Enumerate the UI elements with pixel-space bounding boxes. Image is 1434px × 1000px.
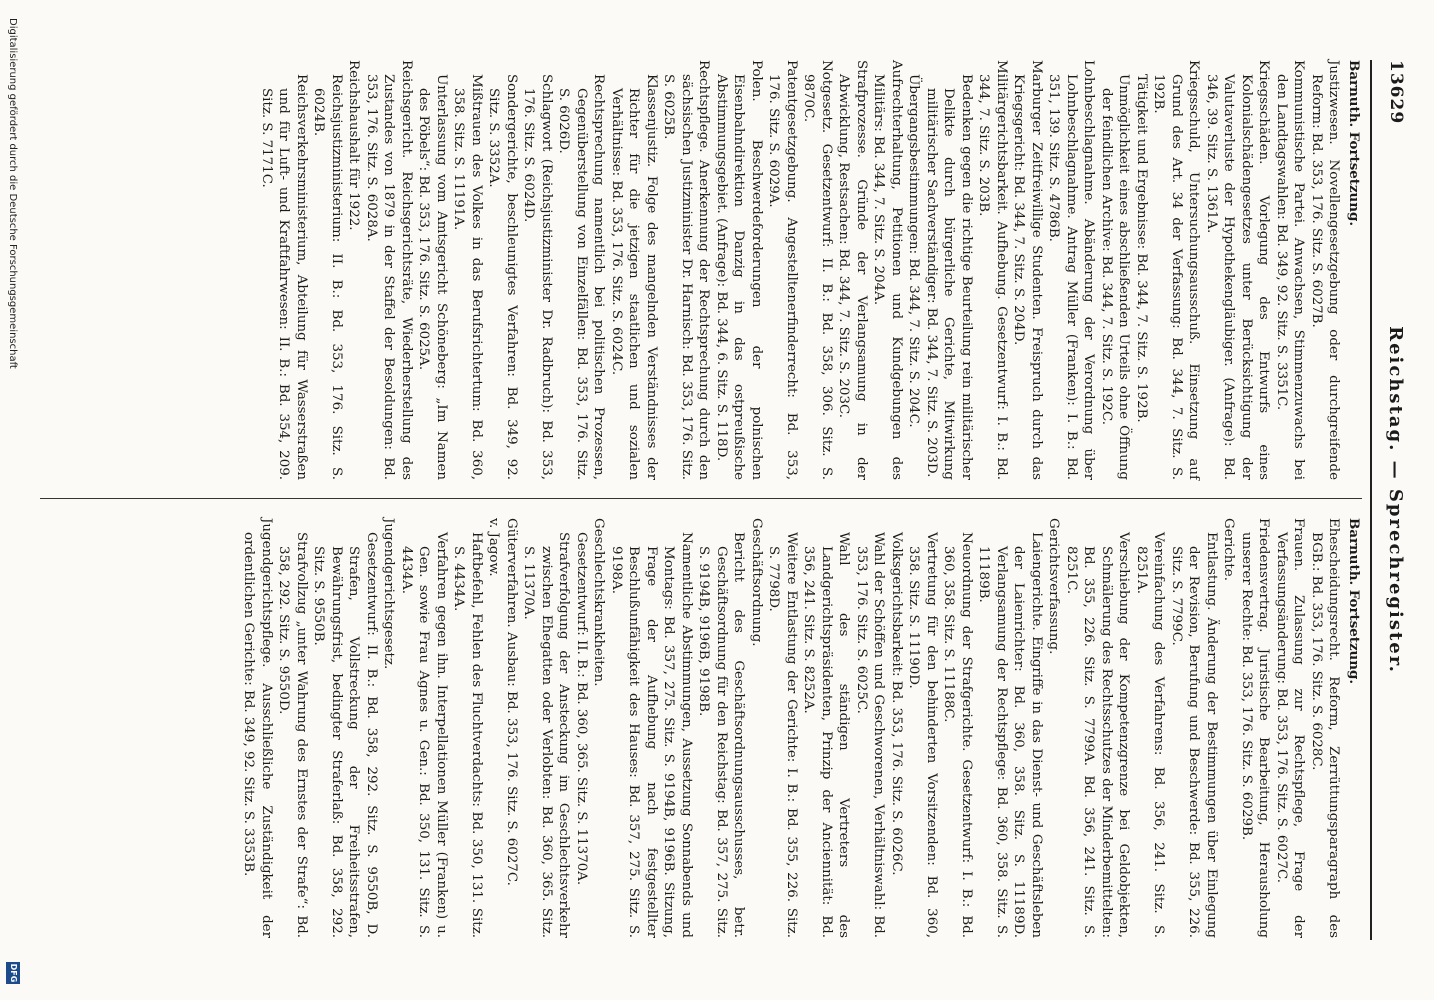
index-entry: Verfahren gegen ihn. Interpellationen Müller (Franken) u. Gen. sowie Frau Agnes u. Gen.: Bd. 350, 131. Sitz. S. 4434A. [399,532,449,938]
index-entry: Marburger Zeitfreiwillige Studenten. Freispruch durch das Kriegsgericht: Bd. 344, 7. Sitz. S. 204D. [1011,60,1044,480]
index-entry: Vertretung für den behinderten Vorsitzenden: Bd. 360, 358. Sitz. S. 11190D. [906,532,939,938]
digitization-credit: Digitalisierung gefördert durch die Deutsche Forschungsgemeinschaft [7,18,18,369]
column-divider [40,498,1362,499]
running-head: Reichstag. — Sprechregister. [1385,326,1406,674]
index-entry: Gerichte. [1221,518,1237,581]
index-entry: Kommunistische Partei. Anwachsen, Stimmenzuwachs bei den Landtagswahlen: Bd. 349, 92. Sitz. S. 3351C. [1274,60,1307,480]
index-entry: Strafprozesse. Gründe der Verlangsamung in der Abwicklung, Restsachen: Bd. 344, 7. Sitz. S. 203C. [836,60,869,480]
page-number: 13629 [1386,60,1406,125]
index-entry: Kriegsschuld, Untersuchungsausschuß. Einsetzung auf Grund des Art. 34 der Verfassung: Bd. 344, 7. Sitz. S. 192B. [1151,60,1202,480]
right-column-continuation: Barnuth. Fortsetzung. [1346,518,1362,685]
index-entry: Jugendgerichtspflege. Ausschließliche Zuständigkeit der ordentlichen Gerichte: Bd. 349, 92. Sitz. S. 3353B. [241,518,274,938]
left-column [258,60,1363,480]
index-entry: Lohnbeschlagnahme. Abänderung der Verordnung über Lohnbeschlagnahme. Antrag Müller (Franken): I. B.: Bd. 351, 139. Sitz. S. 4786B. [1046,60,1097,480]
index-entry: Bedenken gegen die richtige Beurteilung rein militärischer Delikte durch bürgerliche Gerichte, Mitwirkung militärischer Sachverständiger: Bd. 344, 7. Sitz. S. 203D. [924,74,974,480]
index-entry: Justizwesen. Novellengesetzgebung oder durchgreifende Reform: Bd. 353, 176. Sitz. S. 6027B. [1309,60,1342,480]
page-footer [0,0,24,1000]
index-entry: Schlagwort (Reichsjustizminister Dr. Radbruch): Bd. 353, 176. Sitz. S. 6024D. [521,74,554,480]
index-entry: Rechtspflege. Anerkennung der Rechtsprechung durch den sächsischen Justizminister Dr. Harnisch: Bd. 353, 176. Sitz. S. 6025B. [661,60,712,480]
index-entry: Tätigkeit und Ergebnisse: Bd. 344, 7. Sitz. S. 192B. [1134,74,1149,423]
index-entry: Geschäftsordnung. [749,518,764,647]
index-entry: Haftbefehl, Fehlen des Fluchtverdachts: Bd. 350, 131. Sitz. S. 4434A. [451,532,484,938]
index-entry: Wahl des ständigen Vertreters des Landgerichtspräsidenten, Prinzip der Anciennität: Bd. 356, 241. Sitz. S. 8252A. [801,532,852,938]
index-entry: Strafvollzug „unter Wahrung des Ernstes der Strafe“: Bd. 358, 292. Sitz. S. 9550D. [276,532,309,938]
index-entry: v. Jagow. [486,518,502,577]
index-entry: Gesetzentwurf: II. B.: Bd. 360, 365. Sitz. S. 11370A. [574,532,589,886]
index-entry: Entlastung. Änderung der Bestimmungen über Einlegung der Revision, Berufung und Beschwerde: Bd. 355, 226. Sitz. S. 7799C. [1169,532,1219,938]
index-entry: Patentgesetzgebung. Angestelltenerfinderrecht: Bd. 353, 176. Sitz. S. 6029A. [766,60,799,480]
right-column [240,518,1362,938]
index-entry: Reichsverkehrsministerium, Abteilung für Wasserstraßen und für Luft- und Kraftfahrwesen: II. B.: Bd. 354, 209. Sitz. S. 7171C. [259,74,309,480]
left-column-continuation: Barnuth. Fortsetzung. [1346,60,1362,227]
index-entry: Geschlechtskrankheiten. [591,518,607,687]
index-entry: Wahl der Schöffen und Geschworenen, Verhältniswahl: Bd. 353, 176. Sitz. S. 6025C. [854,532,887,938]
index-entry: Volksgerichtsbarkeit: Bd. 353, 176. Sitz. S. 6026C. [889,532,904,876]
index-entry: Mißtrauen des Volkes in das Berufsrichtertum: Bd. 360, 358. Sitz. S. 11191A. [451,74,484,480]
index-entry: Gerichtsverfassung. [1046,518,1062,655]
index-entry: Übergangsbestimmungen: Bd. 344, 7. Sitz. S. 204C. [906,74,922,428]
index-entry: Bericht des Geschäftsordnungsausschusses, betr. Geschäftsordnung für den Reichstag: Bd. 357, 275. Sitz. S. 9194B, 9196B, 9198B. [696,532,747,938]
index-entry: Vereinfachung des Verfahrens: Bd. 356, 241. Sitz. S. 8251A. [1134,532,1167,938]
index-entry: Laiengerichte. Eingriffe in das Dienst- und Geschäftsleben der Laienrichter: Bd. 360, 358. Sitz. S. 11189D. Verlangsamung der Rechtspflege: Bd. 360, 358. Sitz. S. 11189B. [976,532,1044,938]
index-entry: Militärgerichtsbarkeit. Aufhebung. Gesetzentwurf: I. B.: Bd. 344, 7. Sitz. S. 203B. [976,60,1009,480]
index-entry: Ehescheidungsrecht. Reform, Zerrüttungsparagraph des BGB.: Bd. 353, 176. Sitz. S. 6028C. [1309,518,1342,938]
index-entry: Aufrechterhaltung, Petitionen und Kundgebungen des Militärs: Bd. 344, 7. Sitz. S. 204A. [871,60,904,480]
index-entry: Jugendgerichtsgesetz. [381,518,397,670]
index-entry: Namentliche Abstimmungen, Aussetzung Sonnabends und Montags: Bd. 357, 275. Sitz. S. 9194B, 9196B. Sitzung, Frage der Aufhebung nach festgestellter Beschlußunfähigkeit des Hauses: Bd. 357, 275. Sitz. S. 9198A. [609,532,694,938]
index-entry: Gesetzentwurf: II. B.: Bd. 358, 292. Sitz. S. 9550B, D. Strafen, Vollstreckung der Freiheitsstrafen, Bewährungsfrist, bedingter Straferlaß: Bd. 358, 292. Sitz. S. 9550B. [311,532,379,938]
index-entry: Unterlassung vom Amtsgericht Schöneberg: „Im Namen des Pöbels“: Bd. 353, 176. Sitz. S. 6025A. [416,74,449,480]
index-entry: Neuordnung der Strafgerichte. Gesetzentwurf: I. B.: Bd. 360, 358. Sitz. S. 11188C. [941,532,974,938]
index-entry: Güterverfahren. Ausbau: Bd. 353, 176. Sitz. S. 6027C. [504,518,519,886]
page-header [1370,60,1412,940]
index-entry: Strafverfolgung der Ansteckung im Geschlechtsverkehr zwischen Ehegatten oder Verlobten: Bd. 360, 365. Sitz. S. 11370A. [521,532,572,938]
index-entry: Sondergerichte, beschleunigtes Verfahren: Bd. 349, 92. Sitz. S. 3352A. [486,74,519,480]
index-entry: Notgesetz. Gesetzentwurf: II. B.: Bd. 358, 306. Sitz. S. 9870C. [801,60,834,480]
index-entry: Reichsgericht. Reichsgerichtsräte, Wiederherstellung des Zustandes von 1879 in der Staffel der Besoldungen: Bd. 353, 176. Sitz. S. 6028A. [364,60,414,480]
index-entry: Weitere Entlastung der Gerichte: I. B.: Bd. 355, 226. Sitz. S. 7798D. [766,532,799,938]
index-entry: Rechtsprechung namentlich bei politischen Prozessen, Gegenüberstellung von Einzelfällen: Bd. 353, 176. Sitz. S. 6026D. [556,74,607,480]
index-entry: Polen. Beschwerdeforderungen der polnischen Eisenbahndirektion Danzig in das ostpreußische Abstimmungsgebiet. (Anfrage): Bd. 344, 6. Sitz. S. 118D. [714,60,764,480]
index-entry: Klassenjustiz. Folge des mangelnden Verständnisses der Richter für die jetzigen staatlichen und sozialen Verhältnisse: Bd. 353, 176. Sitz. S. 6024C. [609,74,659,480]
index-entry: Unmöglichkeit eines abschließenden Urteils ohne Öffnung der feindlichen Archive: Bd. 344, 7. Sitz. S. 192C. [1099,74,1132,480]
index-entry: Reichsjustizministerium: II. B.: Bd. 353, 176. Sitz. S. 6024B. [311,74,344,480]
index-entry: Verschiebung der Kompetenzgrenze bei Geldobjekten, Schmälerung des Rechtsschutzes der Minderbemittelten: Bd. 355, 226. Sitz. S. 7799A. Bd. 356, 241. Sitz. S. 8251C. [1064,532,1132,938]
dfg-logo: DFG [6,962,20,984]
index-entry: Friedensvertrag. Juristische Bearbeitung, Herausholung unserer Rechte: Bd. 353, 176. Sitz. S. 6029B. [1239,518,1272,938]
index-entry: Reichshaushalt für 1922. [346,60,362,231]
index-entry: Frauen. Zulassung zur Rechtspflege, Frage der Verfassungsänderung: Bd. 353, 176. Sitz. S. 6027C. [1274,518,1307,938]
index-entry: Kriegsschäden. Vorlegung des Entwurfs eines Kolonialschädengesetzes unter Berücksichtigung der Valutaverluste der Hypothekengläubiger. (Anfrage): Bd. 346, 39. Sitz. S. 1361A. [1204,60,1272,480]
